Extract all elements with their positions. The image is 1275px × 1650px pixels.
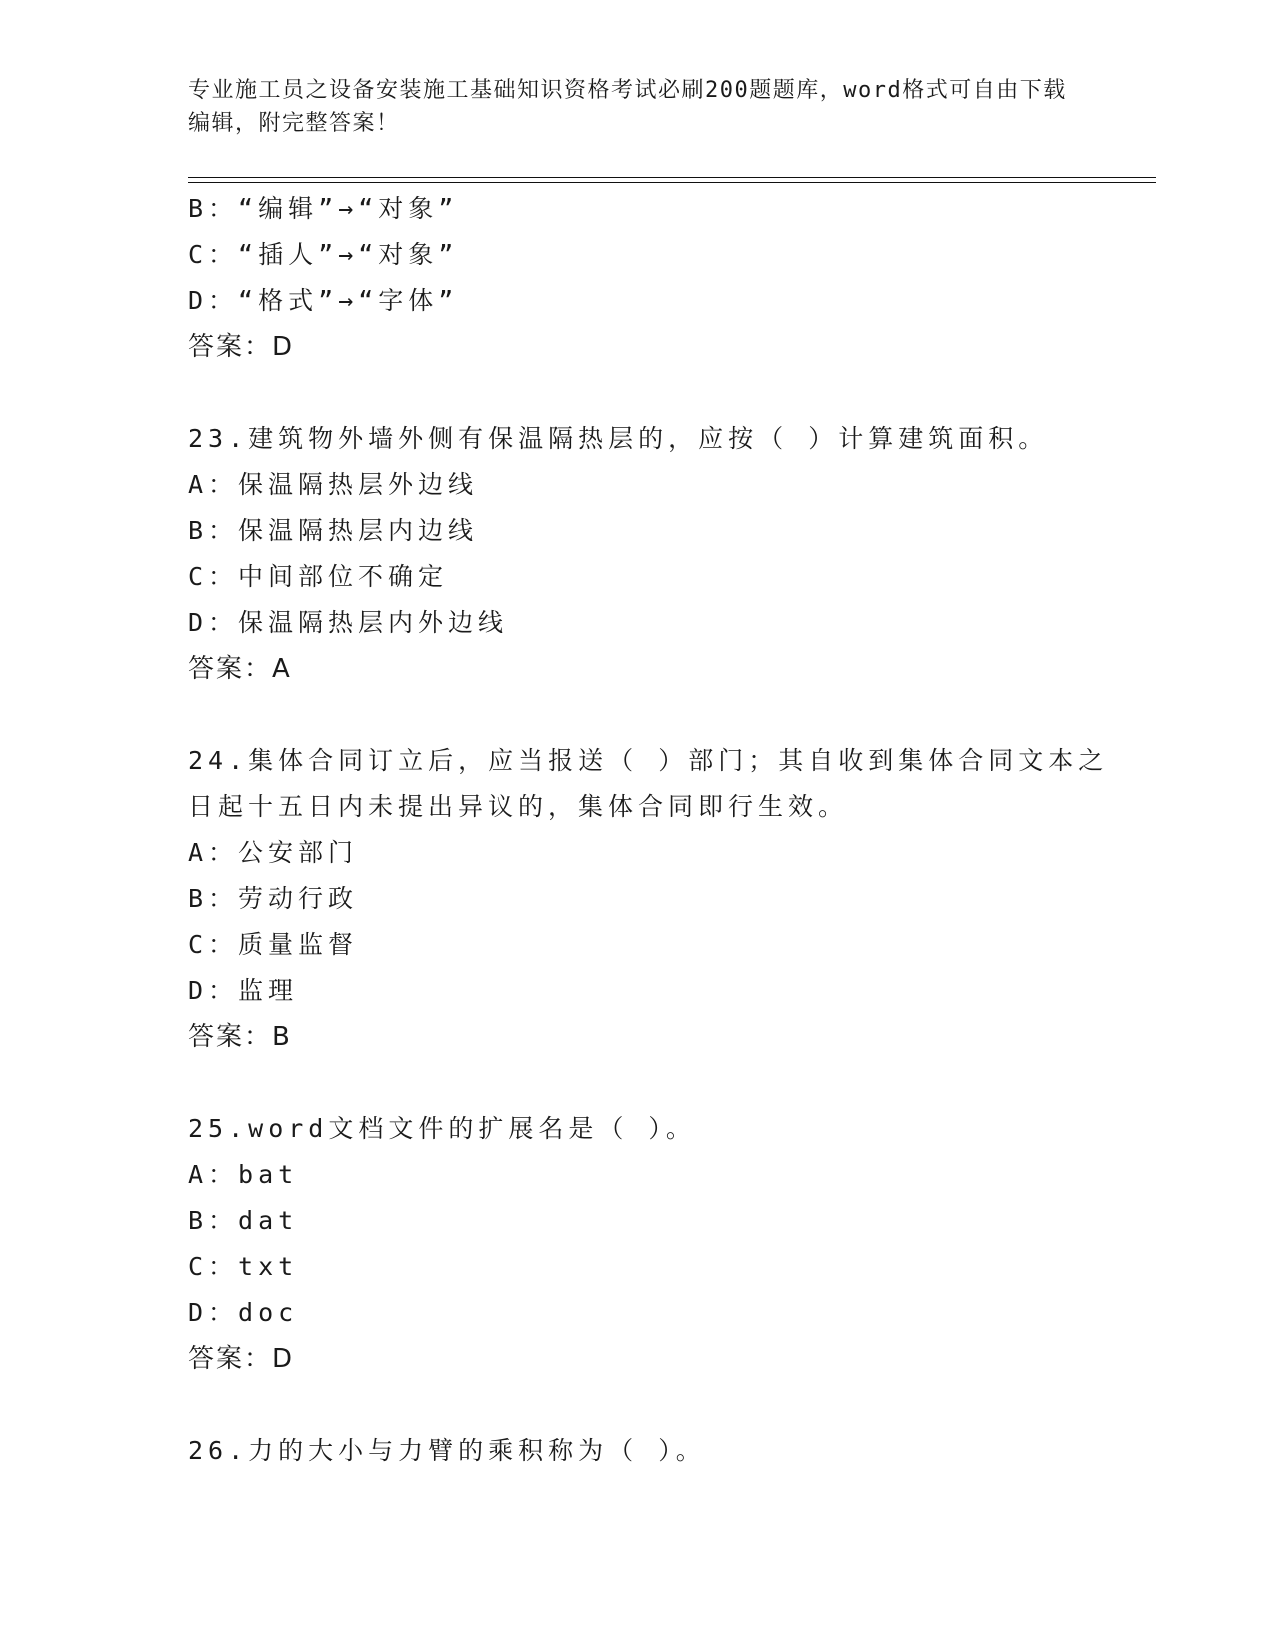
q25-option-a: A：bat <box>188 1160 299 1189</box>
q23-option-b: B：保温隔热层内边线 <box>188 516 479 545</box>
q23-option-d: D：保温隔热层内外边线 <box>188 608 509 637</box>
question-24-block <box>188 738 1148 1060</box>
q25-answer: 答案：D <box>188 1344 295 1374</box>
q25-question: 25.word文档文件的扩展名是（ ）。 <box>188 1114 696 1143</box>
header-title: 专业施工员之设备安装施工基础知识资格考试必刷200题题库，word格式可自由下载编辑，附完整答案！ <box>188 78 1067 136</box>
q23-answer: 答案：A <box>188 654 292 684</box>
q24-answer: 答案：B <box>188 1022 292 1052</box>
q24-option-c: C：质量监督 <box>188 930 359 959</box>
q25-option-d: D：doc <box>188 1298 299 1327</box>
q22-answer: 答案：D <box>188 332 295 362</box>
spacer <box>188 692 1148 738</box>
q22-option-c: C：“插人”→“对象” <box>188 240 459 269</box>
q23-question: 23.建筑物外墙外侧有保温隔热层的，应按（ ）计算建筑面积。 <box>188 424 1049 453</box>
q24-question-line-1: 24.集体合同订立后，应当报送（ ）部门；其自收到集体合同文本之 <box>188 746 1109 775</box>
q24-question-line-2: 日起十五日内未提出异议的，集体合同即行生效。 <box>188 792 849 821</box>
q23-option-c: C：中间部位不确定 <box>188 562 449 591</box>
question-list <box>188 186 1148 1474</box>
q22-option-b: B：“编辑”→“对象” <box>188 194 459 223</box>
spacer <box>188 370 1148 416</box>
spacer <box>188 1382 1148 1428</box>
q23-option-a: A：保温隔热层外边线 <box>188 470 479 499</box>
q25-option-c: C：txt <box>188 1252 299 1281</box>
q26-question: 26.力的大小与力臂的乘积称为（ ）。 <box>188 1436 706 1465</box>
q24-option-d: D：监理 <box>188 976 299 1005</box>
q24-option-a: A：公安部门 <box>188 838 359 867</box>
question-26-block <box>188 1428 1148 1474</box>
q25-option-b: B：dat <box>188 1206 299 1235</box>
question-25-block <box>188 1106 1148 1382</box>
header-divider-top <box>188 177 1156 178</box>
question-22-block <box>188 186 1148 370</box>
q24-option-b: B：劳动行政 <box>188 884 359 913</box>
document-header <box>188 74 1088 140</box>
spacer <box>188 1060 1148 1106</box>
q22-option-d: D：“格式”→“字体” <box>188 286 459 315</box>
header-divider-bottom <box>188 182 1156 183</box>
question-23-block <box>188 416 1148 692</box>
